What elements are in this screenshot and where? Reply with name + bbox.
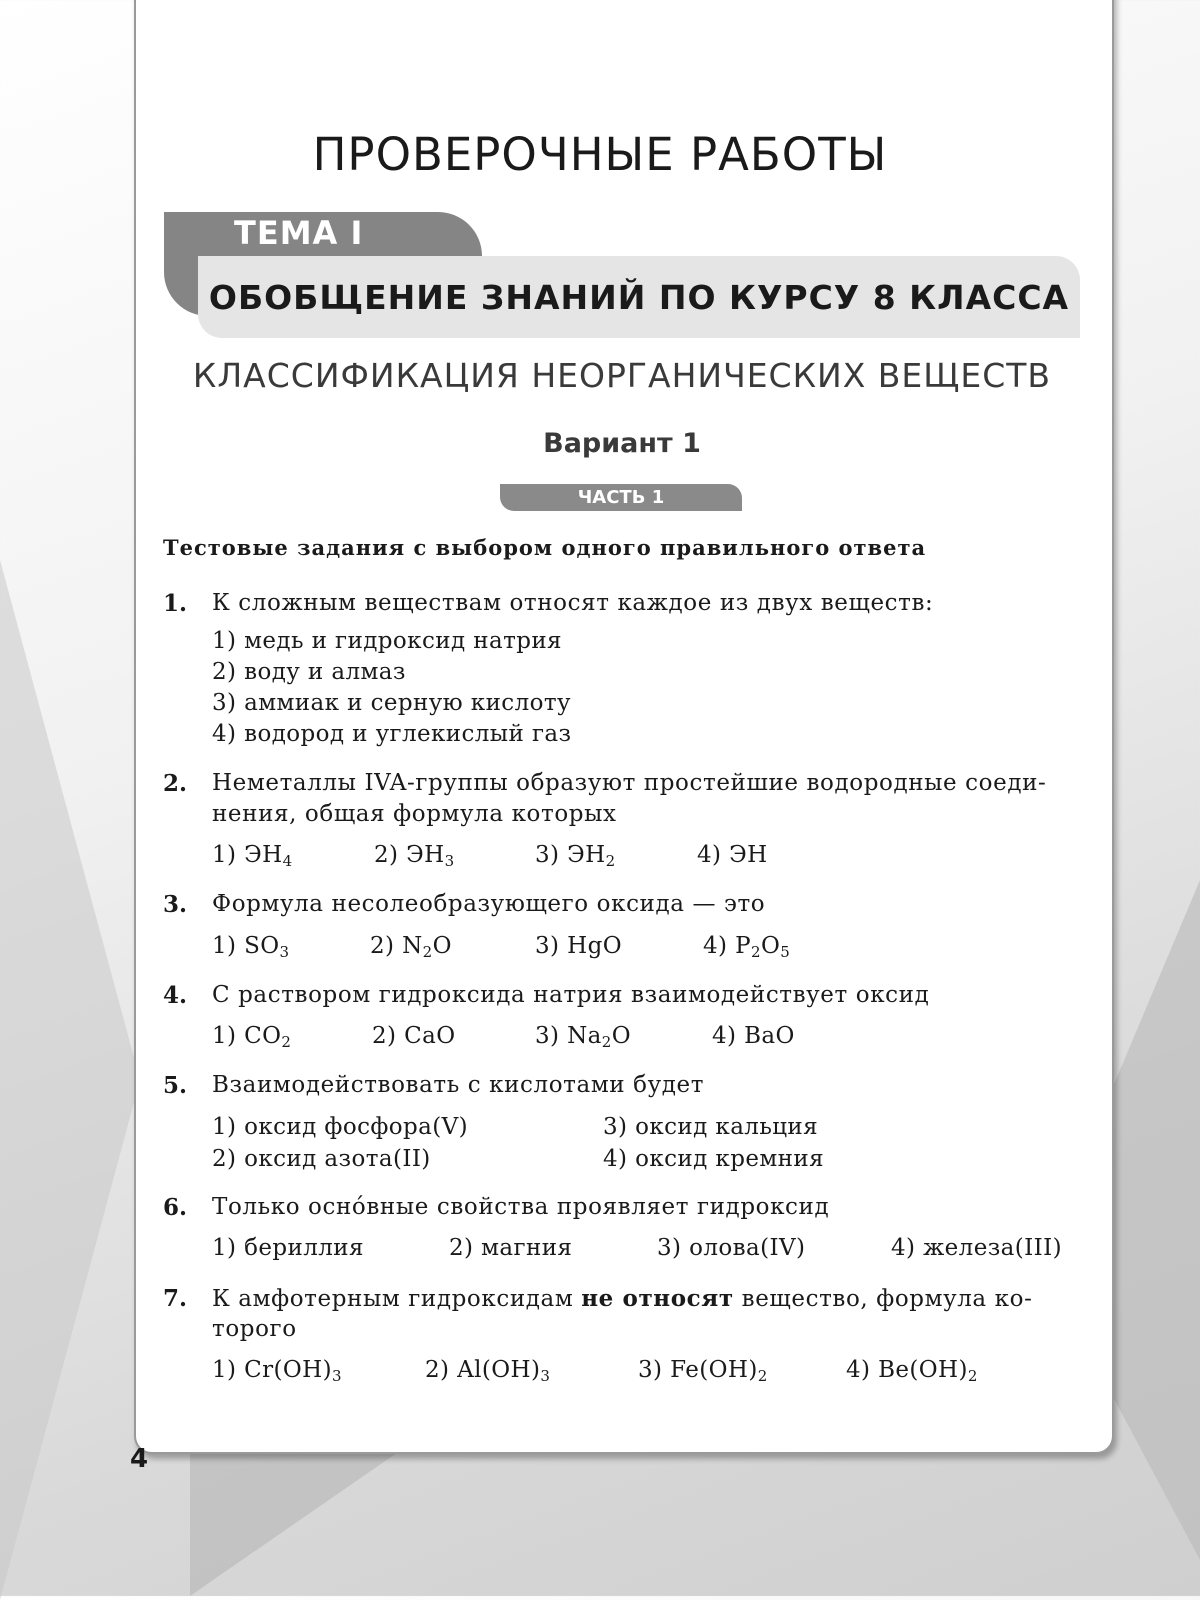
question-number: 3. (163, 891, 188, 918)
instruction: Тестовые задания с выбором одного правильного ответа (163, 535, 927, 560)
answer-option: 2) CaO (372, 1023, 456, 1049)
question-text: С раствором гидроксида натрия взаимодействует оксид (212, 982, 930, 1008)
answer-option: 3) олова(IV) (657, 1235, 806, 1261)
answer-option: 4) железа(III) (891, 1235, 1062, 1261)
question-number: 6. (163, 1194, 188, 1221)
answer-option: 1) оксид фосфора(V) (212, 1114, 468, 1140)
question-number: 1. (163, 590, 188, 617)
answer-option: 4) $Be(OH)_2$ (846, 1357, 978, 1385)
answer-option: 2) воду и алмаз (212, 659, 406, 685)
section-title: КЛАССИФИКАЦИЯ НЕОРГАНИЧЕСКИХ ВЕЩЕСТВ (192, 356, 1052, 395)
answer-option: 4) ЭН (697, 842, 768, 868)
answer-option: 2) магния (449, 1235, 573, 1261)
question-text: К амфотерным гидроксидам не относят вещество, формула ко- (212, 1285, 1033, 1312)
answer-option: 3) $Fe(OH)_2$ (638, 1357, 768, 1385)
question-text: К сложным веществам относят каждое из двух веществ: (212, 590, 934, 616)
answer-option: 4) водород и углекислый газ (212, 721, 572, 747)
question-number: 5. (163, 1072, 188, 1099)
answer-option: 1) бериллия (212, 1235, 364, 1261)
topic-title: ОБОБЩЕНИЕ ЗНАНИЙ ПО КУРСУ 8 КЛАССА (208, 278, 1070, 317)
answer-option: 4) $P_2O_5$ (703, 933, 791, 961)
answer-option: 3) оксид кальция (603, 1114, 819, 1140)
question-text: Неметаллы IVA-группы образуют простейшие водородные соеди- (212, 770, 1047, 796)
answer-option: 4) BaO (712, 1023, 795, 1049)
answer-option: 3) $Na_2O$ (535, 1023, 631, 1051)
question-number: 2. (163, 770, 188, 797)
answer-option: 2) $N_2O$ (370, 933, 452, 961)
tema-label: ТЕМА I (234, 214, 364, 252)
question-number: 7. (163, 1285, 188, 1312)
answer-option: 3) $ЭН_2$ (535, 842, 616, 870)
answer-option: 1) $SO_3$ (212, 933, 290, 961)
question-text: Взаимодействовать с кислотами будет (212, 1072, 705, 1098)
page-title: ПРОВЕРОЧНЫЕ РАБОТЫ (312, 128, 888, 181)
answer-option: 1) $ЭН_4$ (212, 842, 293, 870)
question-text: Формула несолеобразующего оксида — это (212, 891, 766, 917)
question-number: 4. (163, 982, 188, 1009)
background-shape (0, 560, 140, 1600)
question-text: торого (212, 1316, 297, 1342)
answer-option: 3) HgO (535, 933, 622, 959)
answer-option: 3) аммиак и серную кислоту (212, 690, 571, 716)
answer-option: 2) $ЭН_3$ (374, 842, 455, 870)
background-shape (190, 1430, 430, 1596)
variant-heading: Вариант 1 (543, 428, 701, 459)
answer-option: 1) $CO_2$ (212, 1023, 292, 1051)
question-text: нения, общая формула которых (212, 801, 617, 827)
part-badge: ЧАСТЬ 1 (500, 484, 742, 511)
page-number: 4 (130, 1444, 149, 1474)
answer-option: 1) $Cr(OH)_3$ (212, 1357, 342, 1385)
answer-option: 2) оксид азота(II) (212, 1146, 431, 1172)
question-text: Только оснóвные свойства проявляет гидроксид (212, 1194, 830, 1220)
answer-option: 4) оксид кремния (603, 1146, 824, 1172)
answer-option: 2) $Al(OH)_3$ (425, 1357, 551, 1385)
answer-option: 1) медь и гидроксид натрия (212, 628, 562, 654)
